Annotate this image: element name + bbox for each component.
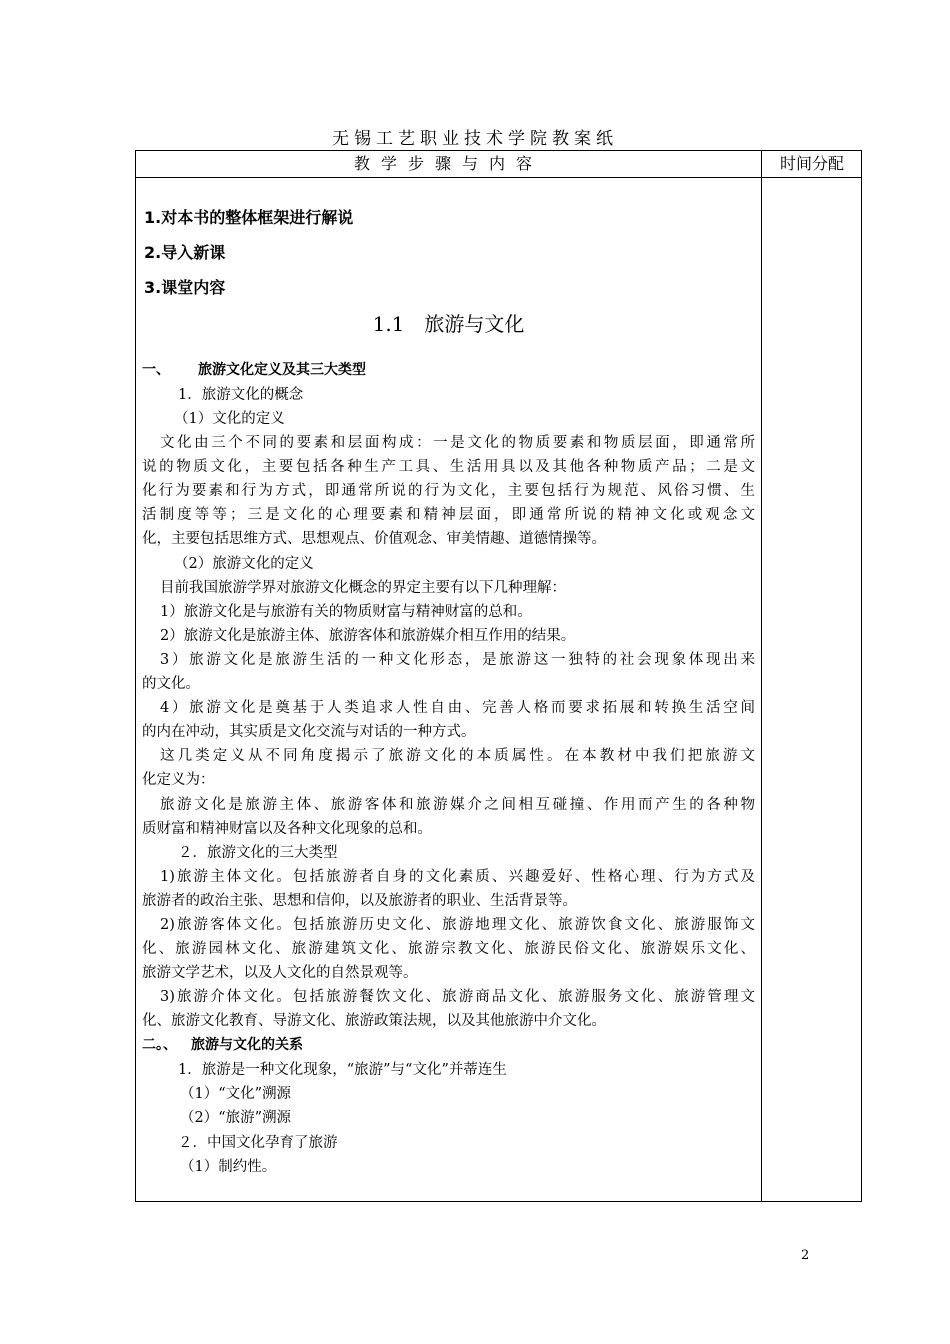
text-line: 质财富和精神财富以及各种文化现象的总和。 — [142, 821, 432, 837]
text-line: 旅游文化是旅游主体、旅游客体和旅游媒介之间相互碰撞、作用而产生的各种物 — [160, 797, 755, 813]
text-line: 化、旅游文化教育、导游文化、旅游政策法规，以及其他旅游中介文化。 — [142, 1013, 606, 1029]
text-line: 的内在冲动，其实质是文化交流与对话的一种方式。 — [142, 724, 476, 740]
section-title: 1.1 旅游与文化 — [372, 312, 525, 336]
text-line: （2）“旅游”溯源 — [180, 1110, 292, 1126]
text-line: 说的物质文化，主要包括各种生产工具、生活用具以及其他各种物质产品；二是文 — [142, 459, 755, 475]
text-line: 1)旅游主体文化。包括旅游者自身的文化素质、兴趣爱好、性格心理、行为方式及 — [160, 869, 755, 885]
text-line: ２．旅游文化的三大类型 — [178, 845, 338, 861]
text-line: （1）文化的定义 — [174, 411, 285, 427]
header-steps-content: 教学步骤与内容 — [353, 154, 543, 173]
text-line: （1）制约性。 — [180, 1159, 277, 1175]
text-line: 化行为要素和行为方式，即通常所说的行为文化，主要包括行为规范、风俗习惯、生 — [142, 483, 755, 499]
bold-item-class: 3.课堂内容 — [144, 278, 226, 297]
text-line: 文化由三个不同的要素和层面构成：一是文化的物质要素和物质层面，即通常所 — [160, 435, 755, 451]
text-line: 化定义为： — [142, 772, 215, 788]
text-line: 化，主要包括思维方式、思想观点、价值观念、审美情趣、道德情操等。 — [142, 531, 606, 547]
text-line: 旅游文学艺术，以及人文化的自然景观等。 — [142, 965, 418, 981]
lesson-table — [135, 150, 862, 1202]
text-line: 旅游者的政治主张、思想和信仰，以及旅游者的职业、生活背景等。 — [142, 893, 577, 909]
text-line: 这几类定义从不同角度揭示了旅游文化的本质属性。在本教材中我们把旅游文 — [160, 748, 755, 764]
bold-item-intro: 2.导入新课 — [144, 243, 226, 262]
text-line: 的文化。 — [142, 676, 200, 692]
text-line: 3)旅游介体文化。包括旅游餐饮文化、旅游商品文化、旅游服务文化、旅游管理文 — [160, 989, 755, 1005]
header-divider — [136, 177, 861, 178]
text-line: 1）旅游文化是与旅游有关的物质财富与精神财富的总和。 — [160, 604, 532, 620]
heading-one-number: 一、 — [142, 362, 170, 378]
heading-two-text: 旅游与文化的关系 — [191, 1037, 303, 1053]
bold-item-framework: 1.对本书的整体框架进行解说 — [144, 208, 354, 227]
heading-two — [142, 1034, 303, 1054]
text-line: 1．旅游是一种文化现象，“旅游”与“文化”并蒂连生 — [178, 1062, 507, 1078]
text-line: 4）旅游文化是奠基于人类追求人性自由、完善人格而要求拓展和转换生活空间 — [160, 700, 755, 716]
text-line: 化、旅游园林文化、旅游建筑文化、旅游宗教文化、旅游民俗文化、旅游娱乐文化、 — [142, 941, 755, 957]
document-title: 无锡工艺职业技术学院教案纸 — [332, 129, 618, 149]
text-line: 活制度等等；三是文化的心理要素和精神层面，即通常所说的精神文化或观念文 — [142, 507, 755, 523]
column-divider — [761, 151, 762, 1201]
heading-one-text: 旅游文化定义及其三大类型 — [198, 362, 366, 378]
header-time-allocation: 时间分配 — [779, 154, 844, 173]
text-line: 1．旅游文化的概念 — [178, 387, 304, 403]
text-line: 2）旅游文化是旅游主体、旅游客体和旅游媒介相互作用的结果。 — [160, 628, 576, 644]
text-line: 3）旅游文化是旅游生活的一种文化形态，是旅游这一独特的社会现象体现出来 — [160, 652, 755, 668]
page-number: 2 — [801, 1248, 810, 1263]
text-line: （1）“文化”溯源 — [180, 1086, 292, 1102]
text-line: 目前我国旅游学界对旅游文化概念的界定主要有以下几种理解： — [160, 580, 566, 596]
text-line: ２．中国文化孕育了旅游 — [178, 1135, 338, 1151]
heading-one — [142, 359, 366, 379]
text-line: 2)旅游客体文化。包括旅游历史文化、旅游地理文化、旅游饮食文化、旅游服饰文 — [160, 917, 755, 933]
text-line: （2）旅游文化的定义 — [174, 556, 314, 572]
heading-two-number: 二。、 — [142, 1037, 177, 1053]
